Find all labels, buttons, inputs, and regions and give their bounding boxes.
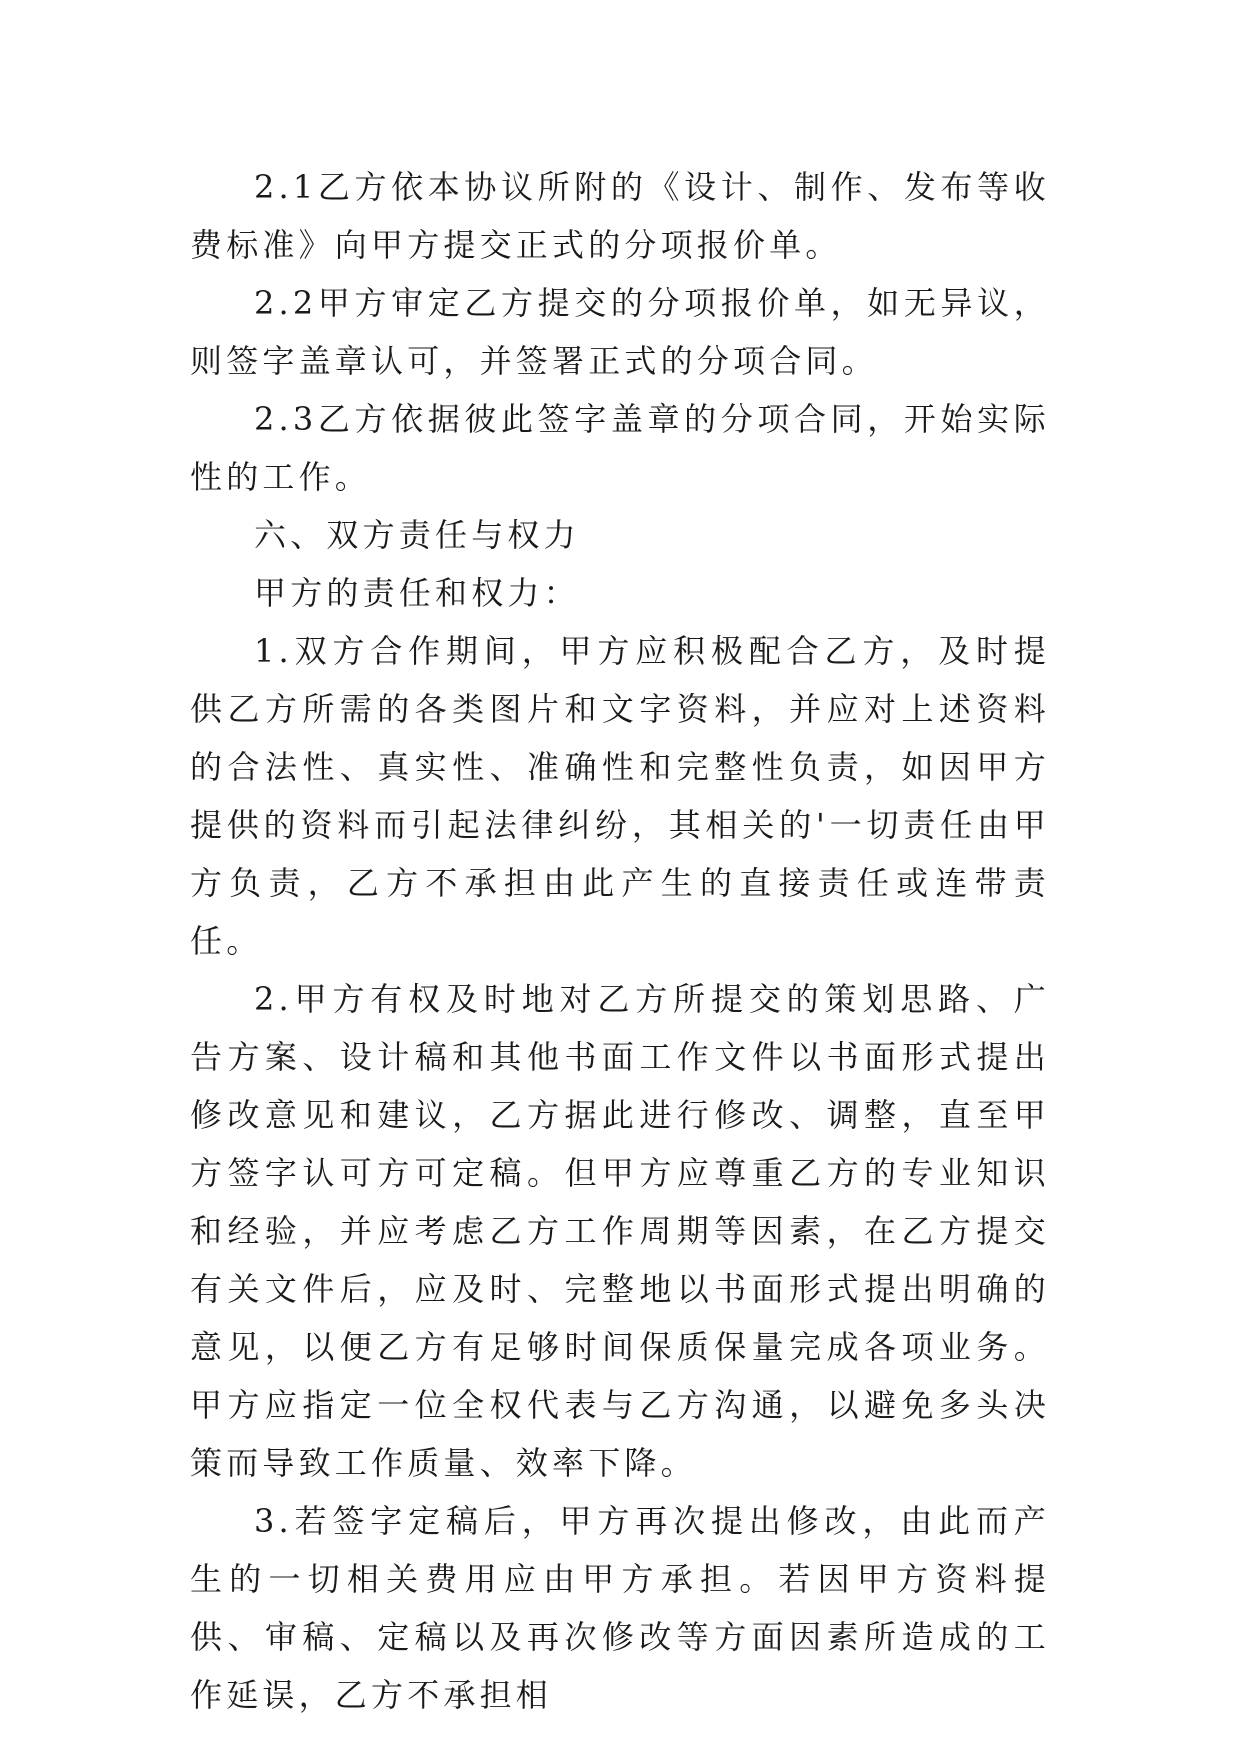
section-heading-responsibilities: 六、双方责任与权力 [254, 516, 580, 554]
subheading-party-a: 甲方的责任和权力： [254, 574, 580, 612]
document-body [190, 158, 1050, 1724]
paragraph-clause-2-3: 2.3乙方依据彼此签字盖章的分项合同，开始实际性的工作。 [190, 400, 1050, 496]
paragraph-clause-2-1: 2.1乙方依本协议所附的《设计、制作、发布等收费标准》向甲方提交正式的分项报价单。 [190, 168, 1050, 264]
paragraph-item-1: 1.双方合作期间，甲方应积极配合乙方，及时提供乙方所需的各类图片和文字资料，并应对上述资料的合法性、真实性、准确性和完整性负责，如因甲方提供的资料而引起法律纠纷，其相关的'一切责任由甲方负责，乙方不承担由此产生的直接责任或连带责任。 [190, 632, 1050, 960]
paragraph-item-3: 3.若签字定稿后，甲方再次提出修改，由此而产生的一切相关费用应由甲方承担。若因甲方资料提供、审稿、定稿以及再次修改等方面因素所造成的工作延误，乙方不承担相 [190, 1502, 1050, 1714]
paragraph-clause-2-2: 2.2甲方审定乙方提交的分项报价单，如无异议，则签字盖章认可，并签署正式的分项合同。 [190, 284, 1050, 380]
paragraph-item-2: 2.甲方有权及时地对乙方所提交的策划思路、广告方案、设计稿和其他书面工作文件以书面形式提出修改意见和建议，乙方据此进行修改、调整，直至甲方签字认可方可定稿。但甲方应尊重乙方的专业知识和经验，并应考虑乙方工作周期等因素，在乙方提交有关文件后，应及时、完整地以书面形式提出明确的意见，以便乙方有足够时间保质保量完成各项业务。甲方应指定一位全权代表与乙方沟通，以避免多头决策而导致工作质量、效率下降。 [190, 980, 1050, 1482]
